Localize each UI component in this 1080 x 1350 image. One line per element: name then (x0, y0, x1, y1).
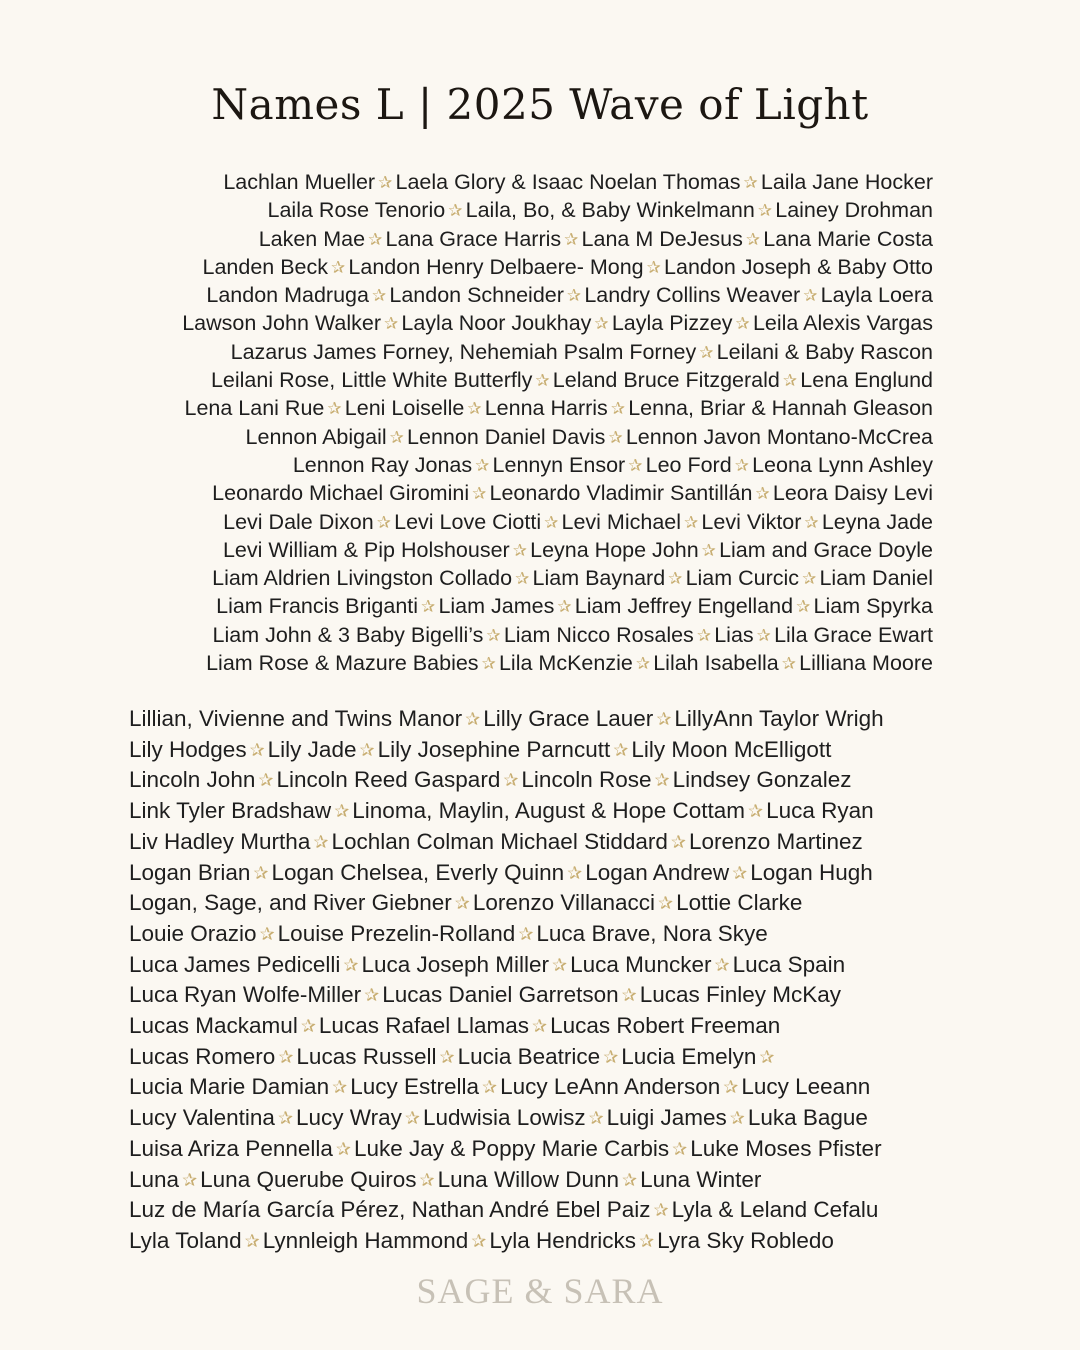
star-icon: ✰ (566, 285, 582, 306)
memorial-name: Lainey Drohman (775, 198, 933, 223)
star-icon: ✰ (621, 1169, 638, 1190)
star-icon: ✰ (672, 1138, 688, 1159)
name-line (129, 919, 940, 950)
memorial-name: Lincoln Rose (521, 767, 652, 793)
memorial-name: Leonardo Vladimir Santillán (489, 481, 753, 506)
memorial-name: Levi Viktor (701, 509, 802, 534)
memorial-name: Layla Loera (820, 283, 933, 308)
memorial-name: Lyla & Leland Cefalu (671, 1197, 879, 1223)
star-icon: ✰ (757, 200, 773, 221)
star-icon: ✰ (699, 341, 714, 362)
memorial-name: Lila McKenzie (498, 651, 633, 676)
star-icon: ✰ (610, 398, 626, 419)
star-icon: ✰ (343, 954, 359, 975)
name-line (129, 735, 940, 766)
memorial-name: Lottie Clarke (676, 890, 803, 916)
star-icon: ✰ (259, 923, 275, 944)
memorial-name: Landry Collins Weaver (584, 283, 801, 308)
star-icon: ✰ (332, 1077, 348, 1098)
memorial-name: Luca Joseph Miller (361, 951, 550, 977)
star-icon: ✰ (421, 596, 436, 617)
memorial-name: Lennon Javon Montano-McCrea (625, 424, 933, 449)
memorial-name: Luca Muncker (570, 951, 712, 977)
memorial-name: Lilly Grace Lauer (483, 706, 654, 731)
star-icon: ✰ (378, 172, 393, 192)
memorial-name: Lazarus James Forney, Nehemiah Psalm Forney (230, 339, 697, 364)
memorial-name: Lorenzo Villanacci (472, 890, 656, 916)
star-icon: ✰ (327, 398, 342, 419)
memorial-name: Liv Hadley Murtha (129, 828, 311, 854)
name-line (129, 950, 940, 981)
memorial-name: Leo Ford (645, 452, 732, 477)
memorial-name: Lucas Romero (129, 1043, 276, 1069)
memorial-name: Liam Francis Briganti (216, 594, 419, 619)
memorial-name: Laila Rose Tenorio (267, 198, 446, 223)
memorial-name: LillyAnn Taylor Wrigh (674, 706, 884, 731)
memorial-name: Lennon Ray Jonas (292, 452, 473, 477)
star-icon: ✰ (389, 426, 405, 447)
memorial-name: Luna Winter (640, 1166, 762, 1192)
memorial-name: Liam Jeffrey Engelland (574, 594, 794, 619)
memorial-name: Liam Nicco Rosales (503, 622, 694, 647)
memorial-name: Liam Daniel (819, 566, 933, 591)
star-icon: ✰ (512, 539, 528, 560)
memorial-name: Lorenzo Martinez (688, 828, 863, 854)
star-icon: ✰ (782, 370, 798, 391)
name-line (60, 536, 933, 564)
memorial-name: Liam Spyrka (813, 594, 933, 619)
memorial-name: Lily Hodges (129, 736, 247, 762)
memorial-name: Levi Michael (561, 509, 682, 534)
memorial-name: Luigi James (606, 1105, 727, 1131)
memorial-name: Lucy LeAnn Anderson (500, 1074, 721, 1100)
memorial-name: Lennyn Ensor (492, 452, 626, 477)
name-line (129, 1226, 940, 1257)
memorial-name: Linoma, Maylin, August & Hope Cottam (352, 798, 745, 824)
star-icon: ✰ (278, 1046, 294, 1067)
memorial-name: Landon Madruga (206, 283, 369, 308)
name-line (60, 592, 933, 620)
memorial-name: Laken Mae (258, 226, 366, 251)
memorial-name: Liam John & 3 Baby Bigelli’s (212, 622, 484, 647)
star-icon: ✰ (567, 862, 583, 883)
star-icon: ✰ (557, 596, 572, 617)
memorial-name: Lenna, Briar & Hannah Gleason (628, 396, 933, 421)
star-icon: ✰ (701, 539, 717, 560)
star-icon: ✰ (745, 228, 761, 249)
memorial-name: Leona Lynn Ashley (752, 452, 933, 477)
memorial-name: Lena Lani Rue (184, 396, 325, 421)
star-icon: ✰ (646, 256, 662, 277)
memorial-name: Logan Chelsea, Everly Quinn (271, 859, 565, 885)
memorial-name: Liam Curcic (685, 566, 800, 591)
star-icon: ✰ (755, 483, 770, 504)
star-icon: ✰ (743, 172, 758, 192)
star-icon: ✰ (448, 200, 463, 221)
star-icon: ✰ (376, 511, 392, 532)
star-icon: ✰ (588, 1108, 604, 1129)
memorial-name: Leni Loiselle (344, 396, 465, 421)
star-icon: ✰ (419, 1169, 435, 1190)
memorial-name: Levi Dale Dixon (223, 509, 374, 534)
memorial-name: Liam James (438, 594, 555, 619)
memorial-name: Luke Jay & Poppy Marie Carbis (353, 1135, 670, 1161)
star-icon: ✰ (732, 862, 748, 883)
star-icon: ✰ (454, 893, 470, 914)
star-icon: ✰ (735, 313, 750, 334)
memorial-name: Lindsey Gonzalez (672, 767, 852, 793)
memorial-name: Lynnleigh Hammond (262, 1227, 469, 1253)
star-icon: ✰ (603, 1046, 619, 1067)
memorial-name: Luisa Ariza Pennella (129, 1135, 333, 1161)
star-icon: ✰ (729, 1108, 745, 1129)
star-icon: ✰ (313, 831, 329, 852)
star-icon: ✰ (334, 801, 350, 822)
star-icon: ✰ (608, 426, 623, 447)
star-icon: ✰ (544, 511, 559, 532)
memorial-name: Lincoln Reed Gaspard (276, 767, 501, 793)
memorial-name: Link Tyler Bradshaw (129, 798, 332, 824)
memorial-name: Logan Brian (129, 859, 251, 885)
name-line (129, 796, 940, 827)
memorial-name: Levi William & Pip Holshouser (222, 537, 510, 562)
name-line (60, 253, 933, 281)
memorial-name: Lucia Beatrice (457, 1043, 601, 1069)
star-icon: ✰ (639, 1230, 655, 1251)
name-line (60, 366, 933, 394)
name-line (60, 281, 933, 309)
star-icon: ✰ (486, 624, 501, 645)
memorial-name: Luca Ryan (766, 798, 874, 824)
star-icon: ✰ (383, 313, 399, 334)
name-line (129, 1011, 940, 1042)
star-icon: ✰ (684, 511, 699, 532)
memorial-name: Luca Ryan Wolfe-Miller (129, 982, 362, 1008)
star-icon: ✰ (804, 511, 819, 532)
memorial-name: Leyna Jade (821, 509, 933, 534)
memorial-name: Louise Prezelin-Rolland (277, 920, 516, 946)
name-line (60, 394, 933, 422)
memorial-name: Landon Schneider (389, 283, 564, 308)
star-icon: ✰ (670, 831, 686, 852)
name-line (60, 508, 933, 536)
star-icon: ✰ (244, 1230, 260, 1251)
star-icon: ✰ (472, 483, 487, 504)
memorial-name: Luna (129, 1166, 180, 1192)
memorial-name: Louie Orazio (129, 920, 257, 946)
memorial-name: Lyla Toland (129, 1227, 242, 1253)
memorial-name: Liam and Grace Doyle (719, 537, 933, 562)
star-icon: ✰ (613, 739, 629, 760)
name-line (129, 704, 940, 735)
name-line (60, 564, 933, 592)
memorial-name: Laela Glory & Isaac Noelan Thomas (395, 170, 741, 194)
star-icon: ✰ (359, 739, 375, 760)
memorial-name: Logan Andrew (585, 859, 730, 885)
memorial-name: Luna Willow Dunn (437, 1166, 619, 1192)
memorial-name: Lily Josephine Parncutt (377, 736, 611, 762)
memorial-name: Lillian, Vivienne and Twins Manor (129, 706, 463, 731)
name-line (60, 225, 933, 253)
memorial-name: Lucia Marie Damian (129, 1074, 330, 1100)
name-line (60, 451, 933, 479)
star-icon: ✰ (723, 1077, 739, 1098)
star-icon: ✰ (532, 1016, 548, 1037)
star-icon: ✰ (364, 985, 380, 1006)
name-line (60, 196, 933, 224)
memorial-name: Luca Brave, Nora Skye (536, 920, 768, 946)
star-icon: ✰ (781, 653, 797, 674)
memorial-name: Lilah Isabella (653, 651, 779, 676)
page-title: Names L | 2025 Wave of Light (211, 80, 869, 129)
name-line (60, 309, 933, 337)
name-line (60, 479, 933, 507)
memorial-name: Leland Bruce Fitzgerald (552, 368, 780, 393)
memorial-name: Landon Henry Delbaere- Mong (348, 254, 644, 279)
star-icon: ✰ (300, 1016, 316, 1037)
memorial-name: Laila Jane Hocker (760, 170, 933, 194)
name-line (60, 621, 933, 649)
memorial-name: Layla Pizzey (611, 311, 733, 336)
star-icon: ✰ (249, 739, 265, 760)
memorial-name: Luca Spain (732, 951, 846, 977)
star-icon: ✰ (465, 709, 481, 729)
memorial-name: Liam Rose & Mazure Babies (206, 651, 479, 676)
star-icon: ✰ (535, 370, 550, 391)
name-line (129, 888, 940, 919)
memorial-name: Lucas Finley McKay (639, 982, 842, 1008)
memorial-name: Lawson John Walker (182, 311, 381, 336)
memorial-name: Lachlan Mueller (223, 170, 376, 194)
memorial-name: Lucas Daniel Garretson (382, 982, 619, 1008)
star-icon: ✰ (253, 862, 269, 883)
star-icon: ✰ (564, 228, 579, 249)
memorial-name: Lana Marie Costa (763, 226, 933, 251)
memorial-name: Lennon Daniel Davis (407, 424, 606, 449)
star-icon: ✰ (467, 398, 482, 419)
star-icon: ✰ (714, 954, 730, 975)
memorial-name: Lucas Robert Freeman (550, 1013, 781, 1039)
memorial-name: Levi Love Ciotti (394, 509, 542, 534)
star-icon: ✰ (796, 596, 811, 617)
memorial-name: Lucia Emelyn (621, 1043, 757, 1069)
memorial-name: Lana Grace Harris (385, 226, 562, 251)
star-icon: ✰ (734, 454, 750, 475)
memorial-name: Liam Baynard (532, 566, 666, 591)
star-icon: ✰ (503, 770, 519, 791)
memorial-name: Layla Noor Joukhay (401, 311, 592, 336)
star-icon: ✰ (482, 1077, 498, 1098)
name-line (129, 1103, 940, 1134)
names-block-bottom (129, 704, 940, 1257)
memorial-name: Ludwisia Lowisz (423, 1105, 586, 1131)
memorial-name: Lennon Abigail (245, 424, 387, 449)
name-line (129, 827, 940, 858)
memorial-name: Lily Moon McElligott (631, 736, 832, 762)
memorial-name: Leonardo Michael Giromini (212, 481, 470, 506)
brand-footer: SAGE & SARA (416, 1271, 664, 1311)
star-icon: ✰ (802, 568, 817, 589)
memorial-name: Leilani Rose, Little White Butterfly (210, 368, 533, 393)
memorial-name: Lucy Valentina (129, 1105, 275, 1131)
memorial-name: Leila Alexis Vargas (752, 311, 933, 336)
star-icon: ✰ (552, 954, 568, 975)
star-icon: ✰ (656, 709, 672, 729)
star-icon: ✰ (331, 256, 346, 277)
name-line (129, 1195, 940, 1226)
memorial-name: Luke Moses Pfister (690, 1135, 882, 1161)
star-icon: ✰ (258, 770, 274, 791)
memorial-name: Lincoln John (129, 767, 256, 793)
name-line (129, 980, 940, 1011)
memorial-name: Luca James Pedicelli (129, 951, 341, 977)
memorial-name: Leilani & Baby Rascon (716, 339, 933, 364)
memorial-name: Luka Bague (747, 1105, 868, 1131)
star-icon: ✰ (628, 454, 643, 475)
star-icon: ✰ (439, 1046, 455, 1067)
star-icon: ✰ (475, 454, 490, 475)
star-icon: ✰ (368, 228, 383, 249)
memorial-name: Lana M DeJesus (581, 226, 743, 251)
name-line (60, 168, 933, 196)
memorial-name: Lila Grace Ewart (774, 622, 933, 647)
memorial-name: Leora Daisy Levi (772, 481, 933, 506)
name-line (60, 423, 933, 451)
name-line (129, 765, 940, 796)
memorial-name: Leyna Hope John (530, 537, 699, 562)
name-line (129, 1072, 940, 1103)
star-icon: ✰ (635, 653, 651, 674)
memorial-name: Lyra Sky Robledo (657, 1227, 834, 1253)
star-icon: ✰ (696, 624, 712, 645)
names-block-top (60, 168, 933, 677)
star-icon: ✰ (404, 1108, 420, 1129)
star-icon: ✰ (759, 1046, 775, 1067)
memorial-name: Laila, Bo, & Baby Winkelmann (465, 198, 755, 223)
memorial-name: Luna Querube Quiros (200, 1166, 417, 1192)
memorial-name: Lena Englund (800, 368, 933, 393)
star-icon: ✰ (756, 624, 772, 645)
star-icon: ✰ (335, 1138, 351, 1159)
memorial-name: Luz de María García Pérez, Nathan André Ebel Paiz (129, 1197, 651, 1223)
memorial-name: Lucy Estrella (350, 1074, 479, 1100)
memorial-name: Landon Joseph & Baby Otto (664, 254, 933, 279)
memorial-name: Lenna Harris (484, 396, 608, 421)
memorial-name: Lily Jade (267, 736, 357, 762)
memorial-name: Logan, Sage, and River Giebner (129, 890, 452, 916)
star-icon: ✰ (621, 985, 637, 1006)
star-icon: ✰ (653, 1200, 669, 1221)
star-icon: ✰ (654, 770, 670, 791)
memorial-name: Liam Aldrien Livingston Collado (212, 566, 513, 591)
memorial-name: Logan Hugh (750, 859, 873, 885)
star-icon: ✰ (668, 568, 683, 589)
name-line (129, 1134, 940, 1165)
memorial-name: Lucy Leeann (741, 1074, 871, 1100)
star-icon: ✰ (515, 568, 530, 589)
memorial-name: Lucas Russell (296, 1043, 437, 1069)
memorial-name: Landen Beck (202, 254, 329, 279)
star-icon: ✰ (518, 923, 534, 944)
memorial-name: Lilliana Moore (799, 651, 933, 676)
star-icon: ✰ (747, 801, 764, 822)
name-line (60, 649, 933, 677)
name-line (60, 338, 933, 366)
name-line (129, 1042, 940, 1073)
memorial-name: Lucy Wray (296, 1105, 402, 1131)
star-icon: ✰ (371, 285, 387, 306)
star-icon: ✰ (658, 893, 674, 914)
star-icon: ✰ (594, 313, 609, 334)
star-icon: ✰ (481, 653, 496, 674)
star-icon: ✰ (803, 285, 818, 306)
name-line (129, 858, 940, 889)
memorial-name: Lochlan Colman Michael Stiddard (331, 828, 668, 854)
name-line (129, 1165, 940, 1196)
memorial-name: Lucas Rafael Llamas (318, 1013, 530, 1039)
memorial-name: Lyla Hendricks (489, 1227, 637, 1253)
star-icon: ✰ (277, 1108, 294, 1129)
star-icon: ✰ (182, 1169, 198, 1190)
memorial-name: Lucas Mackamul (129, 1013, 298, 1039)
memorial-name: Lias (714, 622, 754, 647)
star-icon: ✰ (471, 1230, 487, 1251)
